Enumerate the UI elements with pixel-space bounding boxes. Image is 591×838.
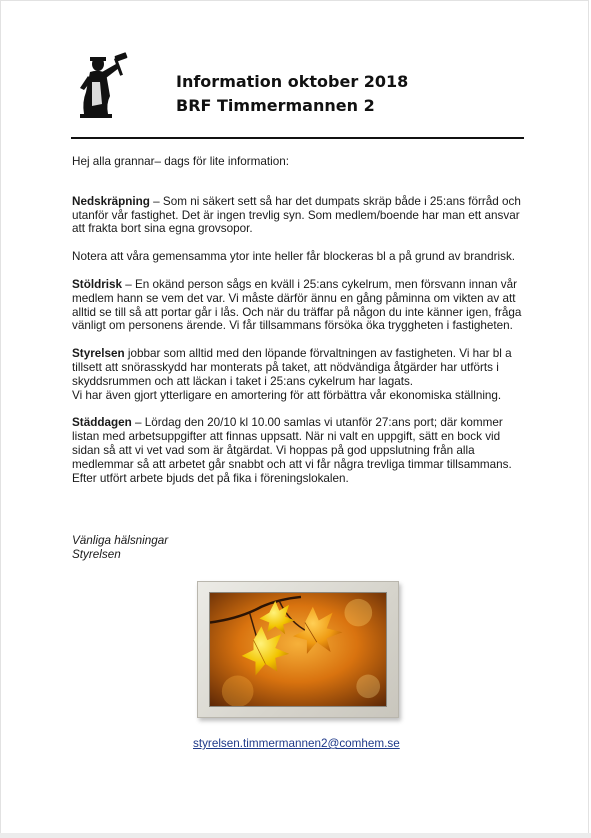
section-nedskrapning [72,195,528,236]
carpenter-logo-icon [74,52,130,120]
section-text: jobbar som alltid med den löpande förvaltningen av fastigheten. Vi har bl a tillsett att snörasskydd har monterats på taket, att nödvändiga åtgärder har utförts i skyddsrummen och att läckan i taket i 25:ans cykelrum har lagats. [72,347,512,388]
section-heading: Styrelsen [72,347,125,361]
title-line-2: BRF Timmermannen 2 [176,96,375,115]
title-line-1: Information oktober 2018 [176,72,409,91]
signoff-line-1: Vänliga hälsningar [72,534,169,547]
section-heading: Nedskräpning [72,194,150,208]
section-styrelsen-extra: Vi har även gjort ytterligare en amortering för att förbättra vår ekonomiska ställning. [72,388,502,402]
header-divider [71,137,524,139]
letter-body [72,155,528,485]
section-text: – Som ni säkert sett så har det dumpats skräp både i 25:ans förråd och utanför vår fastighet. Det är ingen trevlig syn. Som medlem/boende har man ett ansvar att frakta bort sina egna grovsopor. [72,194,521,236]
page-bottom-edge [0,833,591,838]
section-stoldrisk [72,278,528,333]
photo-frame [197,581,399,718]
section-heading: Stöldrisk [72,277,123,291]
greeting: Hej alla grannar– dags för lite information: [72,155,289,168]
signoff-line-2: Styrelsen [72,547,121,561]
section-heading: Städdagen [72,416,132,430]
section-styrelsen [72,347,528,388]
document-title [176,70,408,118]
autumn-leaves-photo [209,592,387,707]
section-staddagen [72,416,528,485]
email-link[interactable]: styrelsen.timmermannen2@comhem.se [193,737,400,750]
signoff [72,534,168,562]
section-text: – En okänd person sågs en kväll i 25:ans cykelrum, men försvann innan vår medlem hann se vem det var. Vi måste därför ännu en gång påminna om vikten av att alltid se till så att portar går i lås. Och när du träffar på någon du inte känner igen, fråga vänligt om personens ärende. Vi får tillsammans försöka öka tryggheten i fastigheten. [72,277,522,333]
notice-paragraph: Notera att våra gemensamma ytor inte heller får blockeras bl a på grund av brandrisk. [72,250,516,264]
section-text: – Lördag den 20/10 kl 10.00 samlas vi utanför 27:ans port; där kommer listan med arbetsuppgifter att finnas uppsatt. När ni valt en uppgift, sätt en bock vid sidan så att vi vet vad som är åtgärdat. Vi hoppas på god uppslutning från alla medlemmar så att arbetet går snabbt och att vi får några trevliga timmar tillsammans. Efter utfört arbete bjuds det på fika i föreningslokalen. [72,416,512,485]
